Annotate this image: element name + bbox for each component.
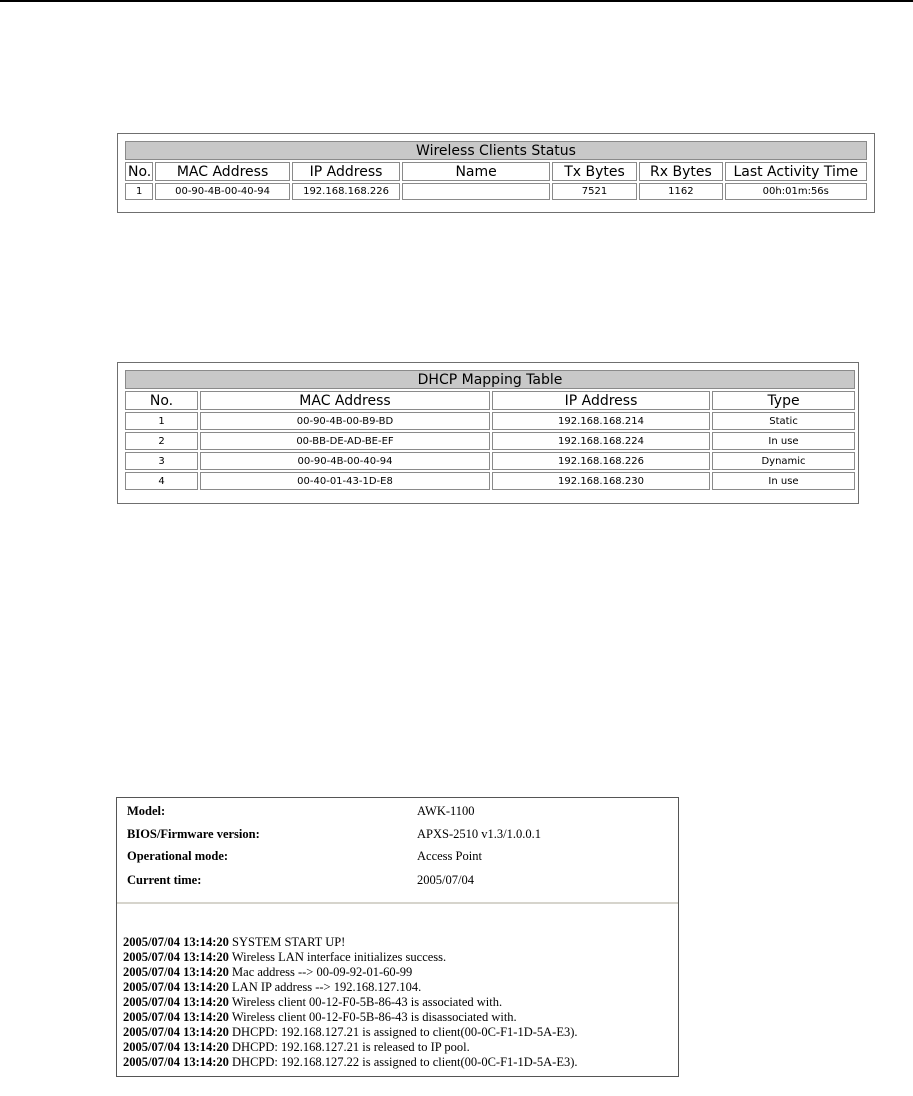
cell-mac-address: 00-BB-DE-AD-BE-EF <box>200 432 490 450</box>
info-divider <box>117 902 678 904</box>
log-message: Mac address --> 00-09-92-01-60-99 <box>232 965 413 979</box>
log-message: Wireless client 00-12-F0-5B-86-43 is disassociated with. <box>231 1010 517 1024</box>
table-row <box>125 472 855 490</box>
dhcp-mapping-panel <box>117 362 859 504</box>
info-label: Operational mode: <box>127 849 229 863</box>
system-log-panel <box>116 797 679 1077</box>
log-message: DHCPD: 192.168.127.21 is released to IP pool. <box>232 1040 470 1054</box>
cell-mac-address: 00-90-4B-00-40-94 <box>200 452 490 470</box>
cell-mac-address: 00-90-4B-00-B9-BD <box>200 412 490 430</box>
cell-ip-address: 192.168.168.226 <box>492 452 710 470</box>
cell-last-activity-time: 00h:01m:56s <box>725 183 867 200</box>
info-value: AWK-1100 <box>417 804 475 818</box>
cell-type: In use <box>712 472 855 490</box>
cell-name <box>402 183 549 200</box>
info-value: Access Point <box>417 849 482 863</box>
column-header-type: Type <box>712 391 855 410</box>
dhcp-mapping-title: DHCP Mapping Table <box>125 370 855 389</box>
cell-no: 3 <box>125 452 198 470</box>
column-header-ip-address: IP Address <box>292 162 401 181</box>
log-message: Wireless client 00-12-F0-5B-86-43 is associated with. <box>231 995 503 1009</box>
log-entry <box>123 1025 675 1040</box>
info-row-current-time <box>127 872 667 888</box>
column-header-no: No. <box>125 162 153 181</box>
table-row <box>125 432 855 450</box>
column-header-tx-bytes: Tx Bytes <box>552 162 637 181</box>
log-list <box>123 935 675 1070</box>
log-message: SYSTEM START UP! <box>232 935 346 949</box>
wireless-clients-table <box>123 139 869 202</box>
log-message: DHCPD: 192.168.127.22 is assigned to client(00-0C-F1-1D-5A-E3). <box>232 1055 578 1069</box>
table-row <box>125 452 855 470</box>
cell-ip-address: 192.168.168.230 <box>492 472 710 490</box>
log-message: DHCPD: 192.168.127.21 is assigned to client(00-0C-F1-1D-5A-E3). <box>232 1025 578 1039</box>
cell-no: 1 <box>125 412 198 430</box>
log-entry <box>123 1010 675 1025</box>
cell-mac-address: 00-40-01-43-1D-E8 <box>200 472 490 490</box>
cell-type: Static <box>712 412 855 430</box>
cell-type: Dynamic <box>712 452 855 470</box>
cell-rx-bytes: 1162 <box>639 183 722 200</box>
log-time: 2005/07/04 13:14:20 <box>123 1040 229 1054</box>
log-entry <box>123 935 675 950</box>
column-header-name: Name <box>402 162 549 181</box>
log-time: 2005/07/04 13:14:20 <box>123 1055 229 1069</box>
log-entry <box>123 980 675 995</box>
info-value: 2005/07/04 <box>417 873 474 887</box>
log-message: Wireless LAN interface initializes success. <box>231 950 447 964</box>
log-time: 2005/07/04 13:14:20 <box>123 1025 229 1039</box>
log-time: 2005/07/04 13:14:20 <box>123 950 229 964</box>
cell-ip-address: 192.168.168.226 <box>292 183 401 200</box>
log-entry <box>123 1040 675 1055</box>
log-entry <box>123 1055 675 1070</box>
column-header-ip-address: IP Address <box>492 391 710 410</box>
cell-ip-address: 192.168.168.224 <box>492 432 710 450</box>
cell-no: 4 <box>125 472 198 490</box>
log-time: 2005/07/04 13:14:20 <box>123 980 229 994</box>
cell-tx-bytes: 7521 <box>552 183 637 200</box>
column-header-mac-address: MAC Address <box>155 162 289 181</box>
info-value: APXS-2510 v1.3/1.0.0.1 <box>417 827 541 841</box>
log-entry <box>123 950 675 965</box>
log-entry <box>123 965 675 980</box>
cell-mac-address: 00-90-4B-00-40-94 <box>155 183 289 200</box>
wireless-clients-title: Wireless Clients Status <box>125 141 867 160</box>
log-time: 2005/07/04 13:14:20 <box>123 995 229 1009</box>
log-time: 2005/07/04 13:14:20 <box>123 965 229 979</box>
column-header-last-activity-time: Last Activity Time <box>725 162 867 181</box>
log-message: LAN IP address --> 192.168.127.104. <box>232 980 422 994</box>
cell-type: In use <box>712 432 855 450</box>
column-header-mac-address: MAC Address <box>200 391 490 410</box>
table-row <box>125 183 867 200</box>
cell-no: 2 <box>125 432 198 450</box>
info-row-operational-mode <box>127 848 667 864</box>
column-header-rx-bytes: Rx Bytes <box>639 162 722 181</box>
info-label: Model: <box>127 804 166 818</box>
info-row-model <box>127 803 667 819</box>
log-time: 2005/07/04 13:14:20 <box>123 1010 229 1024</box>
column-header-no: No. <box>125 391 198 410</box>
wireless-clients-panel <box>117 133 875 213</box>
info-label: Current time: <box>127 873 202 887</box>
dhcp-mapping-table <box>123 368 857 492</box>
table-row <box>125 412 855 430</box>
log-time: 2005/07/04 13:14:20 <box>123 935 229 949</box>
cell-ip-address: 192.168.168.214 <box>492 412 710 430</box>
info-label: BIOS/Firmware version: <box>127 827 260 841</box>
cell-no: 1 <box>125 183 153 200</box>
page-top-rule <box>0 0 913 2</box>
info-row-firmware-version <box>127 826 667 842</box>
log-entry <box>123 995 675 1010</box>
